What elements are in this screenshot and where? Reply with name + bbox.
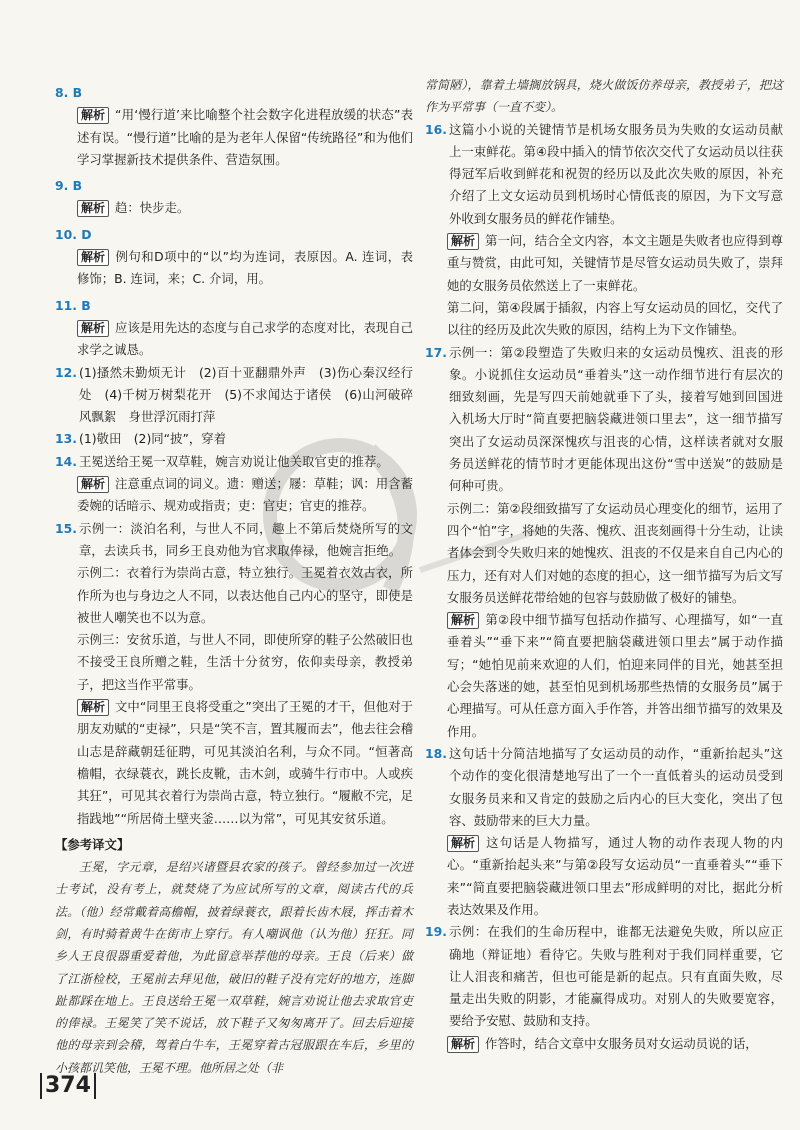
jiexi-tag: 解析: [77, 200, 109, 217]
answer-19: [425, 921, 783, 1032]
jiexi-tag: 解析: [77, 476, 109, 493]
jiexi-tag: 解析: [77, 320, 109, 337]
answer-12: [55, 362, 413, 429]
item-number: 18.: [425, 745, 447, 761]
answer-18: [425, 743, 783, 832]
explanation-16: [425, 230, 783, 297]
explanation-19: [425, 1033, 783, 1055]
explanation-18: [425, 832, 783, 921]
answer-13: [55, 428, 413, 450]
jiexi-tag: 解析: [447, 1036, 479, 1053]
explanation-11: [55, 317, 413, 362]
explanation-14: [55, 473, 413, 518]
explanation-text: 这句话是人物描写，通过人物的动作表现人物的内心。“重新抬起头来”与第②段写女运动员“一直垂着头”“垂下来”“简直要把脑袋藏进领口里去”形成鲜明的对比，据此分析表达效果及作用。: [447, 835, 783, 917]
left-column: [55, 78, 413, 1079]
explanation-text: 注意重点词的词义。遗：赠送；屦：草鞋；讽：用含蓄委婉的话暗示、规劝或指责；吏：官吏；官吏的推荐。: [77, 476, 413, 514]
explanation-9: [55, 197, 413, 219]
explanation-8: [55, 104, 413, 171]
explanation-text: 趋：快步走。: [115, 200, 190, 216]
explanation-text: 文中“同里王良将受重之”突出了王冕的才干，但他对于朋友劝赋的“吏禄”，只是“笑不言，置其履而去”，他去往会稽山志是辞藏朝廷征聘，可见其淡泊名利，与众不同。“恒著高檐帽，衣绿蓑衣，跳长皮靴，击木剑，或骑牛行市中。人或疾其狂”，可见其衣着行为崇尚古意，特立独行。“履敝不完，足指践地”“所居倚土壁夹釜……以为常”，可见其安贫乐道。: [77, 699, 413, 826]
item-number: 13.: [55, 431, 77, 447]
explanation-text: 应该是用先达的态度与自己求学的态度对比，表现自己求学之诚恳。: [77, 319, 413, 358]
answer-17: [425, 342, 783, 498]
explanation-text: “用‘慢行道’来比喻整个社会数字化进程放缓的状态”表述有误。“慢行道”比喻的是为老年人保留“传统路径”和为他们学习掌握新技术提供条件、营造氛围。: [77, 107, 413, 167]
jiexi-tag: 解析: [77, 107, 109, 124]
answer-15: [55, 518, 413, 563]
item-number: 14.: [55, 453, 77, 469]
explanation-text: 例句和D项中的“以”均为连词，表原因。A. 连词，表修饰；B. 连词，来；C. 介词，用。: [77, 249, 413, 287]
explanation-text: 第一问，结合全文内容，本文主题是失败者也应得到尊重与赞赏，由此可知，关键情节是尽管女运动员失败了，崇拜她的女服务员依然送上了一束鲜花。: [447, 233, 783, 293]
explanation-text: 作答时，结合文章中女服务员对女运动员说的话，: [485, 1035, 758, 1051]
answer-9: 9. B: [55, 178, 83, 194]
page-number: 374: [40, 1073, 96, 1099]
jiexi-tag: 解析: [77, 249, 109, 266]
explanation-15: [55, 696, 413, 830]
answer-10: 10. D: [55, 226, 92, 242]
right-column: [425, 74, 783, 1055]
answer-14: [55, 451, 413, 473]
answer-text: 示例：在我们的生命历程中，谁都无法避免失败，所以应正确地（辩证地）看待它。失败与胜利对于我们同样重要，它让人泪丧和痛苦，但也可能是新的起点。只有直面失败，尽量走出失败的阴影，才能赢得成功。对别人的失败要宽容，要给予安慰、鼓励和支持。: [449, 924, 783, 1029]
jiexi-tag: 解析: [447, 612, 479, 629]
explanation-16-part2: 第二问，第④段属于插叙，内容上写女运动员的回忆，交代了以往的经历及此次失败的原因，结构上为下文作铺垫。: [447, 299, 783, 338]
explanation-text: 第②段中细节描写包括动作描写、心理描写，如“一直垂着头”“垂下来”“简直要把脑袋藏进领口里去”属于动作描写；“她怕见前来欢迎的人们，怕迎来同伴的目光，她甚至担心会失落迷的她，甚至怕见到机场那些热情的女服务员”属于心理描写。可从任意方面入手作答，并答出细节描写的效果及作用。: [447, 612, 783, 739]
answer-16: [425, 119, 783, 230]
jiexi-tag: 解析: [447, 835, 479, 852]
answer-text: (1)搔然未勤烦无计 (2)百十亚翻鼎外声 (3)伤心秦汉经行处 (4)千树万树梨花开 (5)不求闻达于诸侯 (6)山河破碎风飘絮 身世浮沉雨打萍: [79, 364, 413, 425]
answer-text: 王冕送给王冕一双草鞋，婉言劝说让他关取官吏的推荐。: [79, 453, 389, 469]
explanation-17: [425, 609, 783, 743]
answer-11: 11. B: [55, 297, 91, 313]
answer-text: (1)敬田 (2)同“披”，穿着: [79, 431, 227, 447]
jiexi-tag: 解析: [447, 233, 479, 250]
item-number: 15.: [55, 520, 77, 536]
item-number: 19.: [425, 924, 447, 940]
jiexi-tag: 解析: [77, 699, 109, 716]
reference-translation-title: 【参考译文】: [55, 836, 130, 852]
answer-text: 这篇小小说的关键情节是机场女服务员为失败的女运动员献上一束鲜花。第④段中插入的情节依次交代了女运动员以往获得冠军后收到鲜花和祝贺的经历以及此次失败的原因，补充介绍了上文女运动员到机场时心情低丧的原因，为下文写意外收到女服务员的鲜花作铺垫。: [449, 121, 783, 226]
answer-15-example-3: 示例三：安贫乐道，与世人不同，即使所穿的鞋子公然破旧也不接受王良所赠之鞋，生活十分贫穷，依仰卖母亲，教授弟子，把这当作平常事。: [77, 632, 413, 692]
answer-text: 示例一：第②段塑造了失败归来的女运动员愧疚、沮丧的形象。小说抓住女运动员“垂着头”这一动作细节进行有层次的细致刻画，先是写四天前她就垂下了头，接着写她到回国进入机场大厅时“简直要把脑袋藏进领口里去”，这一细节描写突出了女运动员深深愧疚与沮丧的心情，这样读者就对女服务员送鲜花的情节时才更能体现出这份“雪中送炭”的鼓励是何种可贵。: [449, 344, 783, 494]
reference-translation-text: 王冕，字元章，是绍兴诸暨县农家的孩子。曾经参加过一次进士考试，没有考上，就焚烧了为应试所写的文章，阅读古代的兵法。（他）经常戴着高檐帽，披着绿蓑衣，跟着长齿木屐，挥击着木剑，有时骑着黄牛在街市上穿行。有人嘲讽他（认为他）狂狂。同乡人王良很器重爱着他，为此留意举荐他的母亲。王良（后来）做了江浙检校，王冕前去拜见他，破旧的鞋子没有完好的地方，连脚趾都踩在地上。王良送给王冕一双草鞋，婉言劝说让他去求取官吏的俸禄。王冕笑了笑不说话，放下鞋子又匆匆离开了。回去后迎接他的母亲到会稽，驾着白牛车，王冕穿着古冠服跟在车后，乡里的小孩都讥笑他，王冕不理。他所居之处（非: [55, 860, 413, 1075]
item-number: 17.: [425, 344, 447, 360]
explanation-10: [55, 246, 413, 291]
answer-text: 示例一：淡泊名利，与世人不同，趣上不第后焚烧所写的文章，去读兵书，同乡王良劝他为官求取俸禄，他婉言拒绝。: [79, 520, 413, 558]
answer-text: 这句话十分简洁地描写了女运动员的动作，“重新抬起头”这个动作的变化很清楚地写出了一个一直低着头的运动员受到女服务员来和又肯定的鼓励之后内心的巨大变化，突出了包容、鼓励带来的巨大力量。: [449, 745, 783, 828]
answer-17-example-2: 示例二：第②段细致描写了女运动员心理变化的细节，运用了四个“怕”字，将她的失落、愧疚、沮丧刻画得十分生动，让读者体会到令失败归来的她愧疚、沮丧的不仅是来自自己内心的压力，还有对人们对她的态度的担心，这一细节描写为后文写女服务员送鲜花带给她的包容与鼓励做了极好的铺垫。: [447, 500, 783, 605]
item-number: 16.: [425, 121, 447, 137]
translation-continued: 常简陋），靠着土墙搁放锅具，烧火做饭仿养母亲，教授弟子，把这作为平常事（一直不变）。: [425, 78, 783, 115]
answer-15-example-2: 示例二：衣着行为崇尚古意，特立独行。王冕着衣效古衣，所作所为也与身边之人不同，以表达他自己内心的坚守，即使是被世人嘲笑也不以为意。: [77, 565, 413, 625]
item-number: 12.: [55, 364, 77, 380]
answer-8: 8. B: [55, 85, 83, 100]
